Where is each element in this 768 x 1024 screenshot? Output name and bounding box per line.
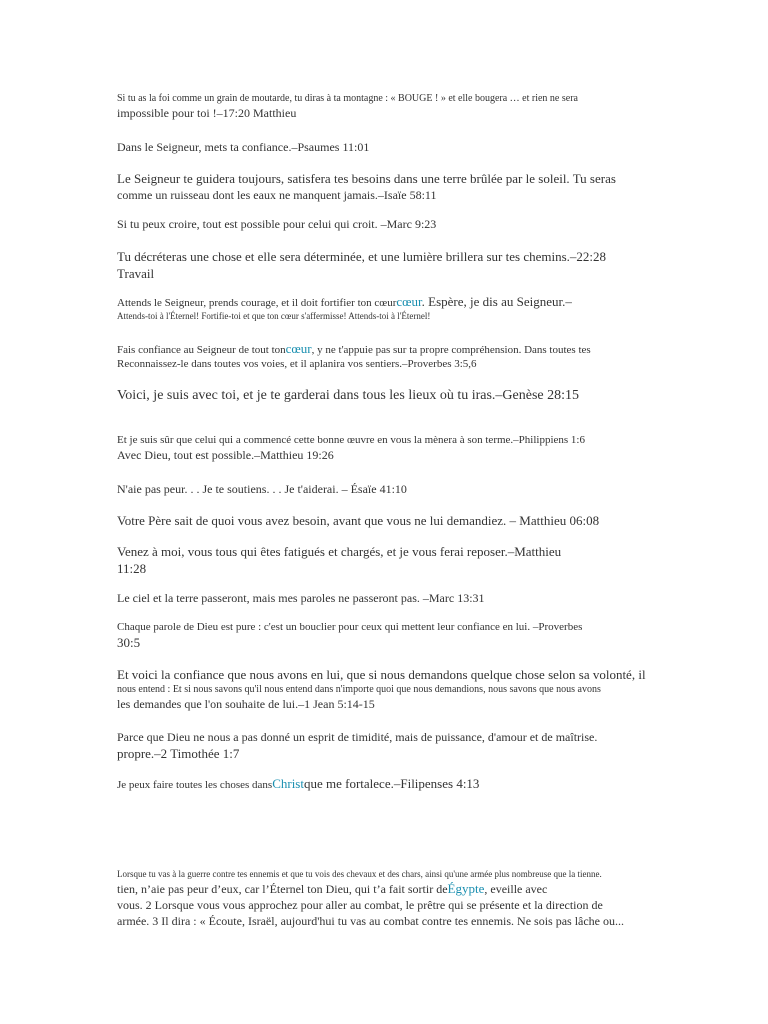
passage-deuteronome-guerre: Lorsque tu vas à la guerre contre tes ennemis et que tu vois des chevaux et des chars, ainsi qu'une armée plus nombreuse que la tienne. tien, n’aie pas peur d’eux, car l’Éternel ton Dieu, qui t’a fait sortir deÉgypte, eveille avec vous. 2 Lorsque vous vous approchez pour aller au combat, le prêtre qui se présente et la direction de armée. 3 Il dira : « Écoute, Israël, aujourd'hui tu vas au combat contre tes ennemis. Ne sois pas lâche ou... (117, 869, 624, 928)
verse-1-jean-5-14-15: Et voici la confiance que nous avons en lui, que si nous demandons quelque chose selon sa volonté, il nous entend : Et si nous savons qu'il nous entend dans n'importe quoi que nous demandions, nous savons que nous avons les demandes que l'on souhaite de lui.–1 Jean 5:14-15 (117, 667, 646, 711)
verse-marc-13-31: Le ciel et la terre passeront, mais mes paroles ne passeront pas. –Marc 13:31 (117, 591, 485, 605)
verse-attends-le-seigneur: Attends le Seigneur, prends courage, et il doit fortifier ton cœurcœur. Espère, je dis au Seigneur.– Attends-toi à l'Éternel! Fortifie-toi et que ton cœur s'affermisse! Attends-toi à l'Éternel! (117, 294, 572, 321)
link-coeur[interactable]: cœur (285, 341, 312, 356)
verse-isaie-58-11: Le Seigneur te guidera toujours, satisfera tes besoins dans une terre brûlée par le soleil. Tu seras comme un ruisseau dont les eaux ne manquent jamais.–Isaïe 58:11 (117, 171, 616, 202)
verse-2-timothee-1-7: Parce que Dieu ne nous a pas donné un esprit de timidité, mais de puissance, d'amour et de maîtrise. propre.–2 Timothée 1:7 (117, 730, 598, 761)
link-christ[interactable]: Christ (272, 776, 304, 791)
verse-marc-9-23: Si tu peux croire, tout est possible pour celui qui croit. –Marc 9:23 (117, 217, 437, 231)
verse-philippiens-1-6: Et je suis sûr que celui qui a commencé cette bonne œuvre en vous la mènera à son terme.–Philippiens 1:6 Avec Dieu, tout est possible.–Matthieu 19:26 (117, 434, 585, 462)
verse-matthieu-17-20: Si tu as la foi comme un grain de moutarde, tu diras à ta montagne : « BOUGE ! » et elle bougera … et rien ne sera impossible pour toi !–17:20 Matthieu (117, 93, 578, 120)
verse-proverbes-30-5: Chaque parole de Dieu est pure : c'est un bouclier pour ceux qui mettent leur confiance en lui. –Proverbes 30:5 (117, 621, 583, 650)
verse-proverbes-3-5-6: Fais confiance au Seigneur de tout toncœur, y ne t'appuie pas sur ta propre compréhension. Dans toutes tes Reconnaissez-le dans toutes vos voies, et il aplanira vos sentiers.–Proverbes 3:5,6 (117, 341, 591, 370)
verse-psaumes-11-01: Dans le Seigneur, mets ta confiance.–Psaumes 11:01 (117, 140, 370, 154)
verse-matthieu-06-08: Votre Père sait de quoi vous avez besoin, avant que vous ne lui demandiez. – Matthieu 06:08 (117, 513, 600, 528)
link-egypte[interactable]: Égypte (447, 881, 485, 896)
verse-travail-22-28: Tu décréteras une chose et elle sera déterminée, et une lumière brillera sur tes chemins.–22:28 Travail (117, 249, 607, 281)
verse-matthieu-11-28: Venez à moi, vous tous qui êtes fatigués et chargés, et je vous ferai reposer.–Matthieu 11:28 (117, 544, 562, 576)
verse-filipenses-4-13: Je peux faire toutes les choses dansChristque me fortalece.–Filipenses 4:13 (117, 776, 480, 791)
verse-esaie-41-10: N'aie pas peur. . . Je te soutiens. . . Je t'aiderai. – Ésaïe 41:10 (117, 482, 407, 496)
link-coeur[interactable]: cœur (396, 294, 422, 309)
verse-genese-28-15: Voici, je suis avec toi, et je te garderai dans tous les lieux où tu iras.–Genèse 28:15 (117, 388, 580, 403)
